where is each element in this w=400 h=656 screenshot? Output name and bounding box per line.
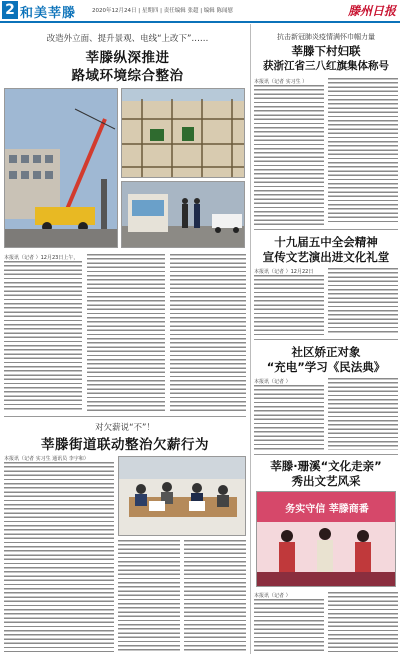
story1-col2	[87, 254, 165, 411]
photo-scaffolding	[121, 88, 245, 178]
story-divider-3	[254, 339, 398, 340]
photo-utility-truck	[4, 88, 118, 248]
story1-title-line2: 路域环境综合整治	[71, 68, 184, 84]
story4-lead: 本报讯（记者 ）12月22日	[254, 269, 314, 275]
story-divider-2	[254, 229, 398, 230]
story6-lead: 本报讯（记者 ）	[254, 593, 291, 599]
story-divider-1	[4, 416, 246, 417]
story2-title: 莘滕街道联动整治欠薪行为	[41, 437, 209, 453]
story2-col2	[118, 540, 180, 652]
story4-title-line2: 宣传文艺演出进文化礼堂	[262, 250, 390, 264]
header-rule	[0, 21, 400, 23]
story1-col1	[4, 261, 82, 411]
page-header	[0, 0, 400, 22]
story1-title-line1: 莘滕纵深推进	[85, 50, 170, 66]
story6-title-line2: 秀出文艺风采	[291, 474, 361, 488]
story5-title-line2: “充电”学习《民法典》	[266, 360, 386, 374]
story1-kicker: 改造外立面、提升景观、电线“上改下”……	[46, 34, 209, 44]
story2-kicker: 对欠薪说“不”！	[95, 423, 155, 433]
page-number: 2	[2, 1, 18, 19]
story4-col2	[328, 268, 398, 335]
story1-col3	[170, 254, 246, 411]
story4-title-line1: 十九届五中全会精神	[274, 235, 378, 249]
column-divider	[250, 24, 251, 654]
story3-col2	[328, 78, 398, 225]
story5-lead: 本报讯（记者 ）	[254, 379, 291, 385]
story5-title-line1: 社区娇正对象	[291, 345, 361, 359]
banner-text: 务实守信 莘滕商番	[285, 504, 369, 515]
story6-col2	[328, 592, 398, 652]
story6-col1	[254, 599, 324, 652]
story3-kicker: 抗击新冠肺炎疫情满怀巾帼力量	[277, 33, 375, 41]
story2-col1	[4, 462, 114, 652]
story4-col1	[254, 275, 324, 335]
photo-performance	[256, 491, 396, 587]
story5-col2	[328, 378, 398, 450]
story3-title-line2: 获浙江省三八红旗集体称号	[263, 60, 389, 72]
issue-meta: 2020年12月24日 | 星期四 | 责任编辑 张超 | 编辑 陈闻慰	[92, 8, 234, 14]
story3-lead: 本报讯（记者 实习生 ）	[254, 79, 308, 85]
story3-title-line1: 莘滕下村妇联	[291, 44, 361, 58]
story3-col1	[254, 85, 324, 225]
photo-kiosk	[121, 181, 245, 248]
newspaper-logo: 滕州日报	[347, 4, 396, 18]
story1-lead: 本报讯（记者 ）12月23日上午，	[4, 255, 79, 261]
story-divider-4	[254, 454, 398, 455]
story5-col1	[254, 385, 324, 450]
section-title: 和美莘滕	[20, 6, 77, 21]
photo-meeting	[118, 456, 246, 536]
story2-lead: 本报讯（记者 实习生 通讯员 李宇和）	[4, 456, 89, 462]
story2-col3	[184, 540, 246, 652]
story6-title-line1: 莘滕·珊溪“文化走亲”	[270, 459, 382, 473]
